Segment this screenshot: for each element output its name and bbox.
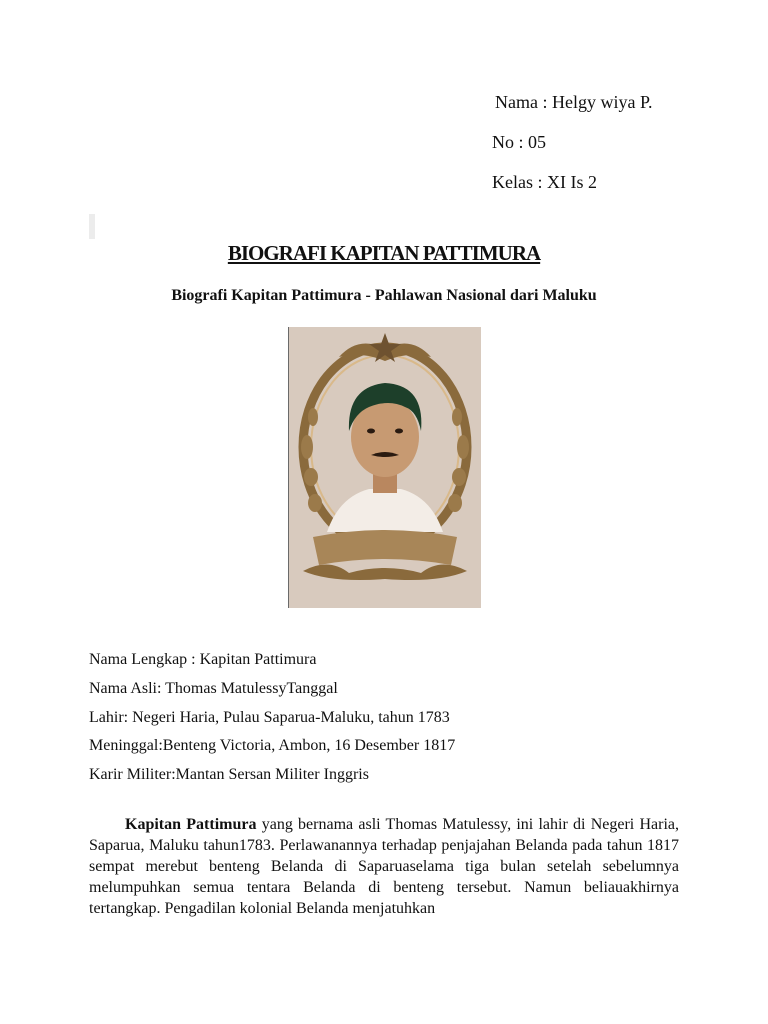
fact-real-name: Nama Asli: Thomas MatulessyTanggal	[89, 679, 338, 697]
bio-facts	[89, 649, 455, 793]
portrait-illustration	[289, 327, 481, 608]
student-class: Kelas : XI Is 2	[492, 172, 597, 192]
fact-born: Lahir: Negeri Haria, Pulau Saparua-Maluku, tahun 1783	[89, 708, 450, 726]
page-title: BIOGRAFI KAPITAN PATTIMURA	[227, 241, 541, 265]
student-number: No : 05	[492, 132, 546, 152]
portrait-image	[288, 327, 481, 608]
fact-full-name: Nama Lengkap : Kapitan Pattimura	[89, 651, 317, 668]
portrait-shirt	[327, 489, 443, 532]
frame-banner	[313, 530, 457, 565]
student-info	[492, 92, 652, 212]
fact-career: Karir Militer:Mantan Sersan Militer Inggris	[89, 766, 369, 784]
student-name: Nama : Helgy wiya P.	[495, 92, 653, 112]
page-subtitle: Biografi Kapitan Pattimura - Pahlawan Nasional dari Maluku	[171, 287, 597, 304]
fact-died: Meninggal:Benteng Victoria, Ambon, 16 Desember 1817	[89, 737, 456, 755]
margin-mark	[89, 214, 95, 239]
paragraph-lead: Kapitan Pattimura	[125, 816, 257, 833]
bio-paragraph	[89, 814, 679, 919]
paragraph-text: yang bernama asli Thomas Matulessy, ini lahir di Negeri Haria, Saparua, Maluku tahun1783. Perlawanannya terhadap penjajahan Belanda pada tahun 1817 sempat merebut benteng Belanda di Saparuaselama tiga bulan setelah sebelumnya melumpuhkan semua tentara Belanda di benteng tersebut. Namun beliauakhirnya tertangkap. Pengadilan kolonial Belanda menjatuhkan	[89, 816, 680, 917]
frame-base-ornament	[303, 564, 467, 580]
